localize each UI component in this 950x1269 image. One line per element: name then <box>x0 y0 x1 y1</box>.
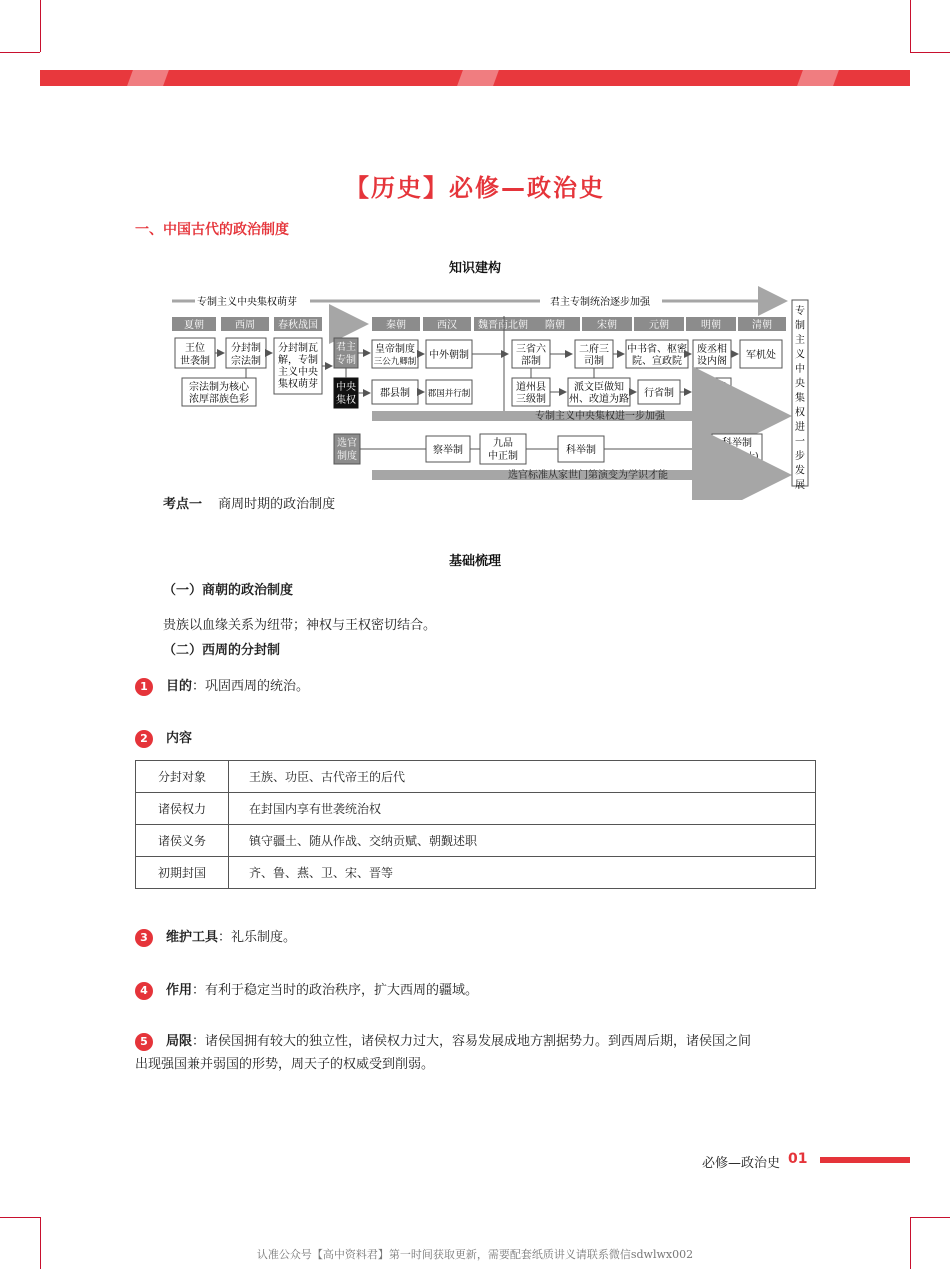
song-junzhu-line2: 司制 <box>584 356 604 367</box>
footer-bar <box>820 1157 910 1163</box>
item-5-label: 局限 <box>166 1034 193 1049</box>
table-key: 分封对象 <box>136 761 229 793</box>
item-1-number: 1 <box>135 678 153 696</box>
item-1-label: 目的 <box>166 679 193 694</box>
right-vertical-char: 中 <box>795 364 805 375</box>
box-han-zhongyang <box>426 380 472 404</box>
item-4 <box>166 980 478 1002</box>
box-fenfeng <box>226 338 266 368</box>
box-wangwei <box>175 338 215 368</box>
top-left-label: 专制主义中央集权萌芽 <box>197 297 297 308</box>
item-4-label: 作用 <box>166 983 193 998</box>
right-vertical-char: 展 <box>795 480 805 491</box>
side-junzhu <box>334 338 358 368</box>
kaodian-line <box>163 494 335 516</box>
dynasty-early-2: 春秋战国 <box>278 320 318 331</box>
diagram-heading: 知识建构 <box>448 261 501 276</box>
box-wajie <box>274 338 322 394</box>
dynasty-late-2: 魏晋南北朝 <box>478 320 528 331</box>
song-zhongyang-line2: 州、改道为路 <box>569 394 629 405</box>
box-wajie-line1: 分封制瓦 <box>278 343 318 354</box>
right-vertical-char: 义 <box>795 349 805 361</box>
sui-zhongyang-line2: 三级制 <box>516 394 546 405</box>
table-key: 诸侯义务 <box>136 825 229 857</box>
right-vertical-char: 集 <box>795 393 805 404</box>
table-row <box>136 825 816 857</box>
table-value: 齐、鲁、燕、卫、宋、晋等 <box>229 857 816 889</box>
box-song-zhongyang <box>568 378 630 406</box>
table-value: 王族、功臣、古代帝王的后代 <box>229 761 816 793</box>
item-5-continued: 出现强国兼并弱国的形势，周天子的权威受到削弱。 <box>135 1057 435 1072</box>
box-sui-junzhu <box>512 340 550 368</box>
table-row <box>136 857 816 889</box>
keju-bagu-line1: 科举制 <box>722 438 752 449</box>
side-zhongyang <box>334 378 358 408</box>
crop-mark-bl-h <box>0 1217 40 1218</box>
content-table <box>135 760 816 889</box>
item-1-text: ：巩固西周的统治。 <box>192 679 310 694</box>
box-zongfa-line2: 浓厚部族色彩 <box>189 394 249 405</box>
sui-zhongyang-line1: 道州县 <box>516 382 546 393</box>
box-wajie-line2: 解，专制 <box>278 355 318 366</box>
item-3-number: 3 <box>135 929 153 947</box>
item-5 <box>166 1031 816 1053</box>
box-zongfa <box>182 378 256 406</box>
item-3 <box>166 927 296 949</box>
yuan-junzhu-line1: 中书省、枢密 <box>627 344 687 355</box>
table-value: 镇守疆土、随从作战、交纳贡赋、朝觐述职 <box>229 825 816 857</box>
jiupin-line2: 中正制 <box>488 451 518 462</box>
box-fenfeng-line2: 宗法制 <box>231 356 261 367</box>
kaodian-text: 商周时期的政治制度 <box>218 497 336 512</box>
knowledge-diagram <box>0 0 950 500</box>
item-4-number: 4 <box>135 982 153 1000</box>
box-keju <box>558 436 604 462</box>
item-1 <box>166 676 309 698</box>
box-qin-zhongyang <box>372 380 418 404</box>
box-ming-zhongyang <box>693 378 731 406</box>
item-5-number: 5 <box>135 1033 153 1051</box>
dynasty-late-1: 西汉 <box>437 320 457 331</box>
box-jiupin <box>480 434 526 464</box>
box-wangwei-line2: 世袭制 <box>180 356 210 367</box>
dynasty-early-group <box>172 317 322 331</box>
page-title: 【历史】必修—政治史 <box>345 174 605 202</box>
item-5-text: ：诸侯国拥有较大的独立性，诸侯权力过大，容易发展成地方割据势力。到西周后期，诸侯国之间 <box>192 1034 752 1049</box>
right-vertical-char: 权 <box>795 407 805 419</box>
sui-junzhu-line1: 三省六 <box>516 344 546 355</box>
ming-zhongyang-line1: 废行省 <box>697 382 727 393</box>
top-right-label: 君主专制统治逐步加强 <box>550 297 650 308</box>
qin-zhongyang-text: 郡县制 <box>380 388 410 399</box>
box-sui-zhongyang <box>512 378 550 406</box>
dynasty-late-3: 隋朝 <box>545 320 565 331</box>
side-zhongyang-line1: 中央 <box>336 382 356 393</box>
table-value: 在封国内享有世袭统治权 <box>229 793 816 825</box>
item-4-text: ：有利于稳定当时的政治秩序，扩大西周的疆域。 <box>192 983 479 998</box>
side-xuanguan-line1: 选官 <box>337 438 357 449</box>
box-ming-junzhu <box>693 340 731 368</box>
box-yuan-junzhu <box>626 340 688 368</box>
dynasty-late-7: 清朝 <box>752 320 772 331</box>
keju-bagu-line2: (八股取士) <box>715 452 759 462</box>
item-3-label: 维护工具 <box>166 930 219 945</box>
keju-text: 科举制 <box>566 445 596 456</box>
han-zhongyang-text: 郡国并行制 <box>427 389 471 399</box>
big-arrow-2-label: 选官标准从家世门第演变为学识才能 <box>508 470 668 481</box>
box-qin-junzhu <box>372 340 418 368</box>
box-wangwei-line1: 王位 <box>185 343 205 354</box>
item-2-label: 内容 <box>166 731 193 746</box>
big-arrow-1-label: 专制主义中央集权进一步加强 <box>535 411 665 422</box>
jiupin-line1: 九品 <box>493 438 513 449</box>
crop-mark-br-h <box>910 1217 950 1218</box>
box-keju-bagu <box>712 434 762 464</box>
jichu-heading: 基础梳理 <box>448 554 501 569</box>
box-wajie-line3: 主义中央 <box>278 367 318 378</box>
side-junzhu-line2: 专制 <box>336 355 356 366</box>
dynasty-late-group <box>372 317 786 331</box>
right-vertical-char: 发 <box>795 465 805 477</box>
box-song-junzhu <box>575 340 613 368</box>
kaodian-label: 考点一 <box>163 497 203 512</box>
item-2-number: 2 <box>135 730 153 748</box>
right-vertical-char: 专 <box>795 306 805 317</box>
page-number: 01 <box>788 1151 808 1167</box>
side-xuanguan <box>334 434 360 464</box>
song-zhongyang-line1: 派文臣做知 <box>574 382 624 393</box>
han-junzhu-text: 中外朝制 <box>429 350 469 361</box>
section-title: 一、中国古代的政治制度 <box>135 222 289 238</box>
ming-junzhu-line2: 设内阁 <box>697 356 727 367</box>
box-zongfa-line1: 宗法制为核心 <box>189 382 249 393</box>
chaju-text: 察举制 <box>433 445 463 456</box>
ming-junzhu-line1: 废丞相 <box>697 344 727 355</box>
yuan-zhongyang-text: 行省制 <box>644 388 674 399</box>
item-2 <box>166 728 192 750</box>
sub-heading-shang: （一）商朝的政治制度 <box>163 583 294 598</box>
dynasty-early-1: 西周 <box>235 320 255 331</box>
yuan-junzhu-line2: 院、宣政院 <box>632 356 682 367</box>
dynasty-late-5: 元朝 <box>649 320 669 331</box>
right-vertical-char: 步 <box>795 451 805 462</box>
qing-junzhu-text: 军机处 <box>746 350 776 361</box>
box-qing-junzhu <box>740 340 782 368</box>
box-chaju <box>426 436 470 462</box>
ming-zhongyang-line2: 设三司 <box>697 394 727 405</box>
table-key: 诸侯权力 <box>136 793 229 825</box>
table-row <box>136 793 816 825</box>
right-vertical-char: 制 <box>795 320 805 332</box>
box-fenfeng-line1: 分封制 <box>231 343 261 354</box>
bottom-note: 认准公众号【高中资料君】第一时间获取更新，需要配套纸质讲义请联系微信sdwlwx002 <box>256 1248 694 1261</box>
right-vertical-char: 央 <box>795 378 805 390</box>
table-row <box>136 761 816 793</box>
footer-text: 必修—政治史 <box>701 1156 780 1171</box>
right-vertical-char: 主 <box>795 335 805 346</box>
sui-junzhu-line2: 部制 <box>521 356 541 367</box>
qin-junzhu-line1: 皇帝制度 <box>375 344 415 355</box>
side-junzhu-line1: 君主 <box>336 342 356 353</box>
box-yuan-zhongyang <box>638 380 680 404</box>
box-wajie-line4: 集权萌芽 <box>278 379 318 390</box>
song-junzhu-line1: 二府三 <box>579 344 609 355</box>
right-vertical-char: 一 <box>795 436 805 448</box>
item-3-text: ：礼乐制度。 <box>218 930 297 945</box>
qin-junzhu-line2: 三公九卿制 <box>373 357 417 367</box>
right-vertical-char: 进 <box>795 422 805 433</box>
box-han-junzhu <box>426 340 472 368</box>
dynasty-late-6: 明朝 <box>701 320 721 331</box>
dynasty-early-0: 夏朝 <box>184 320 204 331</box>
side-zhongyang-line2: 集权 <box>336 395 356 406</box>
sub-heading-xizhou: （二）西周的分封制 <box>163 643 281 658</box>
shang-text: 贵族以血缘关系为纽带；神权与王权密切结合。 <box>163 618 437 633</box>
dynasty-late-4: 宋朝 <box>597 320 617 331</box>
dynasty-late-0: 秦朝 <box>386 320 406 331</box>
table-key: 初期封国 <box>136 857 229 889</box>
side-xuanguan-line2: 制度 <box>337 451 357 462</box>
